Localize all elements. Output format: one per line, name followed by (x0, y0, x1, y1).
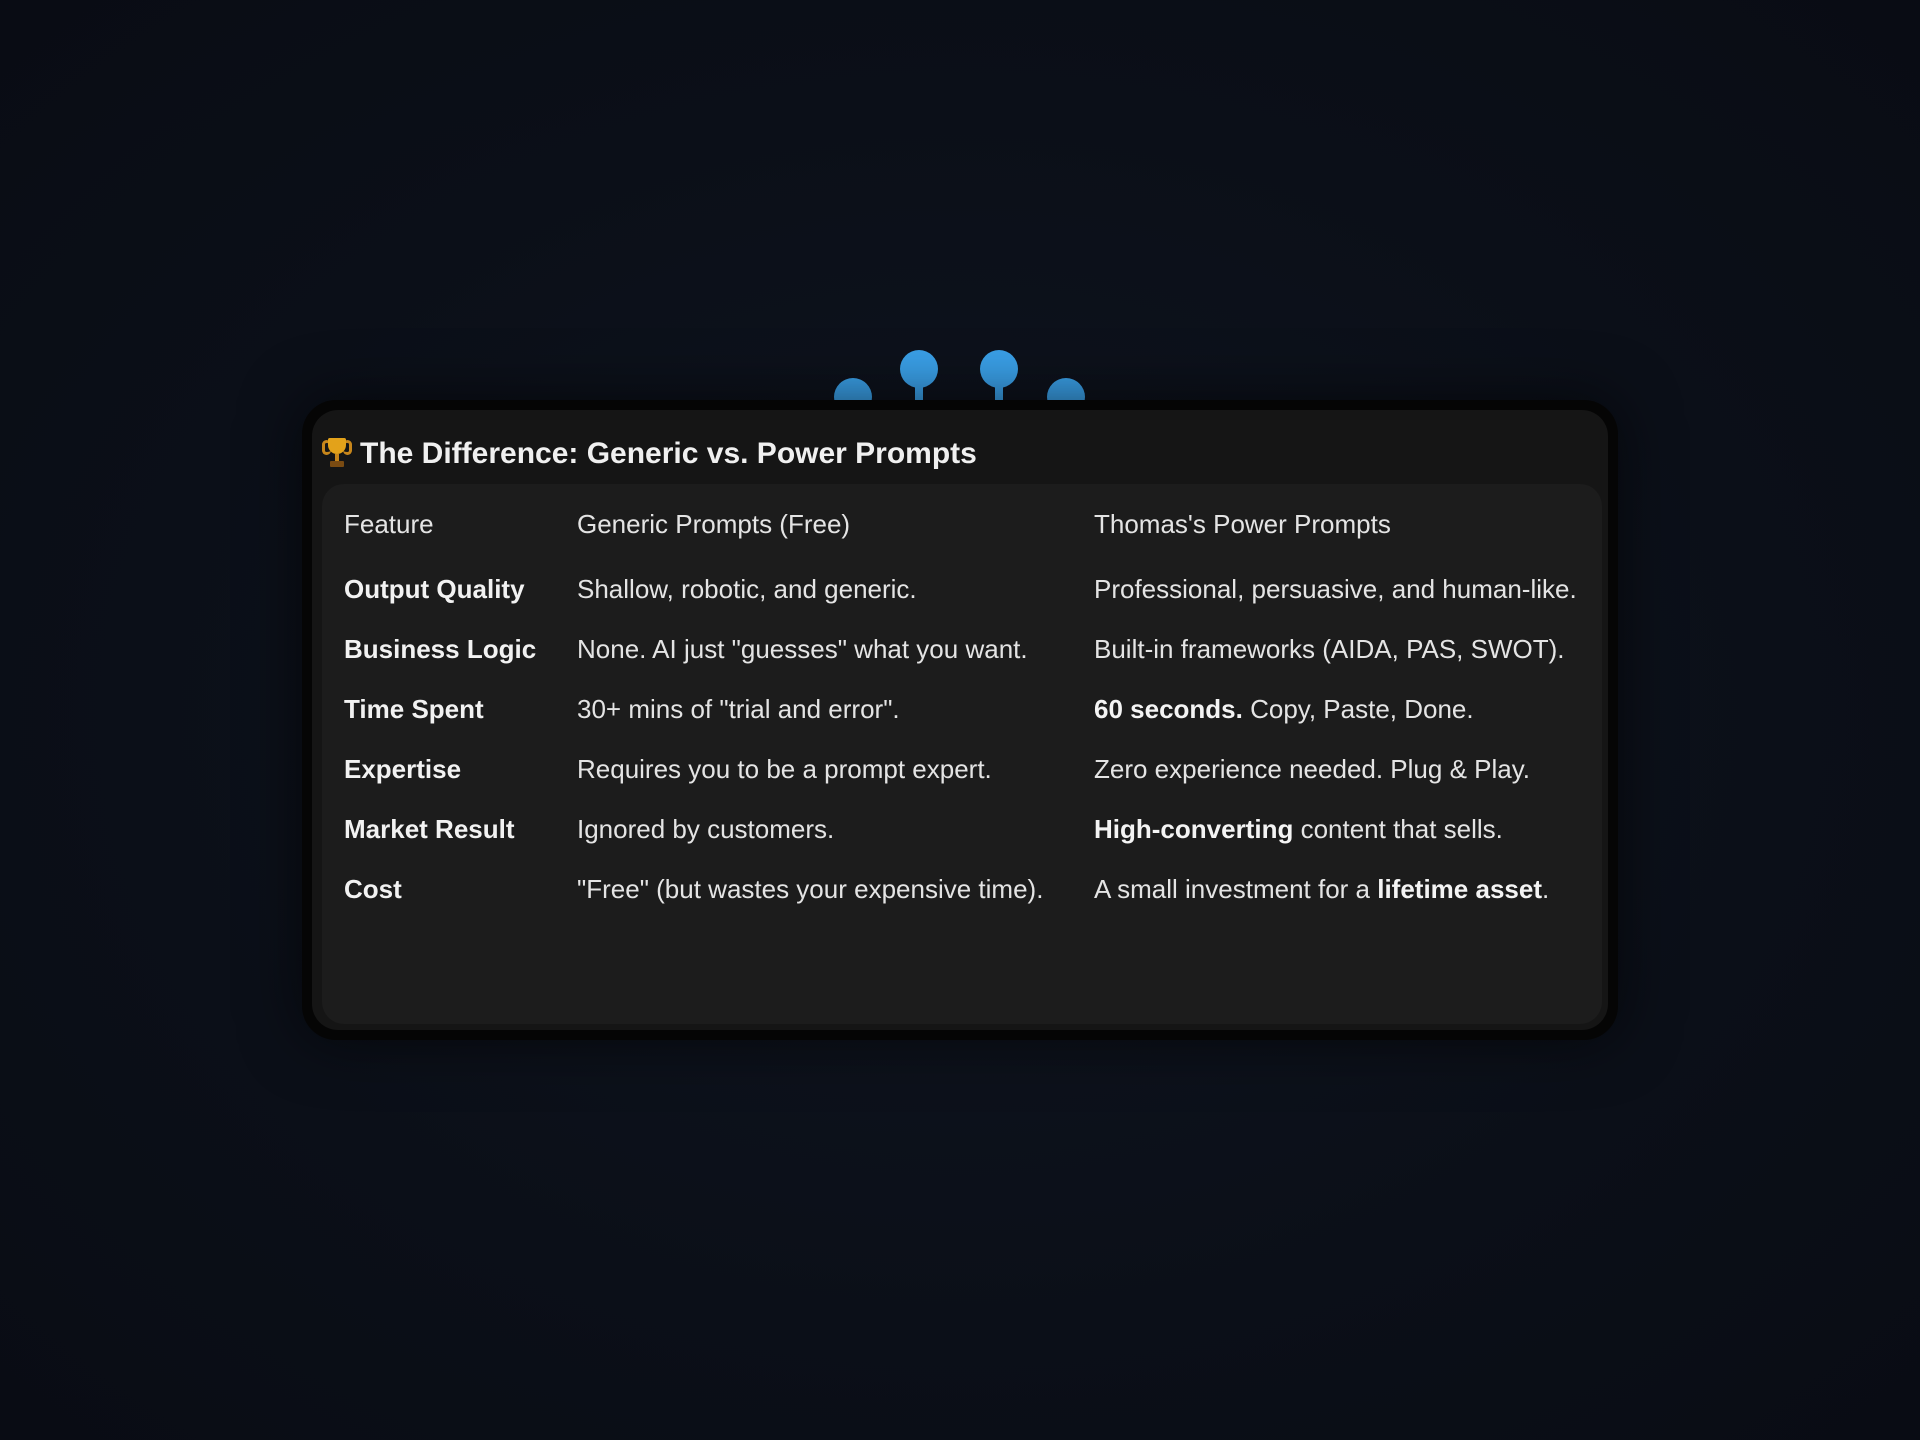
table-row (344, 803, 1584, 863)
decorative-pins (820, 345, 1100, 401)
generic-cell: 30+ mins of "trial and error". (577, 694, 900, 724)
power-cell-emphasis: 60 seconds. (1094, 694, 1243, 724)
feature-cell: Market Result (344, 814, 515, 844)
generic-cell: Shallow, robotic, and generic. (577, 574, 917, 604)
trophy-icon (322, 436, 352, 472)
feature-cell: Expertise (344, 754, 462, 784)
generic-cell: None. AI just "guesses" what you want. (577, 634, 1028, 664)
power-cell-text: . (1541, 874, 1550, 904)
power-cell-emphasis: lifetime asset (1377, 874, 1542, 904)
header-feature: Feature (344, 509, 434, 539)
header-generic: Generic Prompts (Free) (577, 509, 851, 539)
power-cell-text: A small investment for a (1094, 874, 1378, 904)
power-cell (1094, 863, 1584, 923)
power-cell-emphasis: High-converting (1094, 814, 1294, 844)
table-row (344, 683, 1584, 743)
feature-cell: Time Spent (344, 694, 484, 724)
table-row (344, 863, 1584, 923)
generic-cell: "Free" (but wastes your expensive time). (577, 874, 1044, 904)
comparison-card (312, 410, 1608, 1030)
feature-cell: Business Logic (344, 634, 537, 664)
power-cell: Built-in frameworks (AIDA, PAS, SWOT). (1094, 634, 1565, 664)
power-cell-text: content that sells. (1293, 814, 1503, 844)
generic-cell: Requires you to be a prompt expert. (577, 754, 992, 784)
power-cell (1094, 803, 1584, 863)
power-cell (1094, 683, 1584, 743)
card-title (322, 430, 977, 478)
comparison-table (344, 494, 1584, 923)
power-cell: Professional, persuasive, and human-like. (1094, 574, 1577, 604)
pin-icon (980, 350, 1018, 388)
comparison-table-container (322, 484, 1602, 1024)
header-power: Thomas's Power Prompts (1094, 509, 1391, 539)
table-row (344, 563, 1584, 623)
table-row (344, 743, 1584, 803)
table-row (344, 623, 1584, 683)
generic-cell: Ignored by customers. (577, 814, 835, 844)
card-frame (302, 400, 1618, 1040)
table-header-row (344, 494, 1584, 563)
card-title-text: The Difference: Generic vs. Power Prompts (360, 437, 977, 470)
power-cell-text: Copy, Paste, Done. (1242, 694, 1474, 724)
power-cell: Zero experience needed. Plug & Play. (1094, 754, 1531, 784)
feature-cell: Output Quality (344, 574, 525, 604)
pin-icon (900, 350, 938, 388)
feature-cell: Cost (344, 874, 402, 904)
